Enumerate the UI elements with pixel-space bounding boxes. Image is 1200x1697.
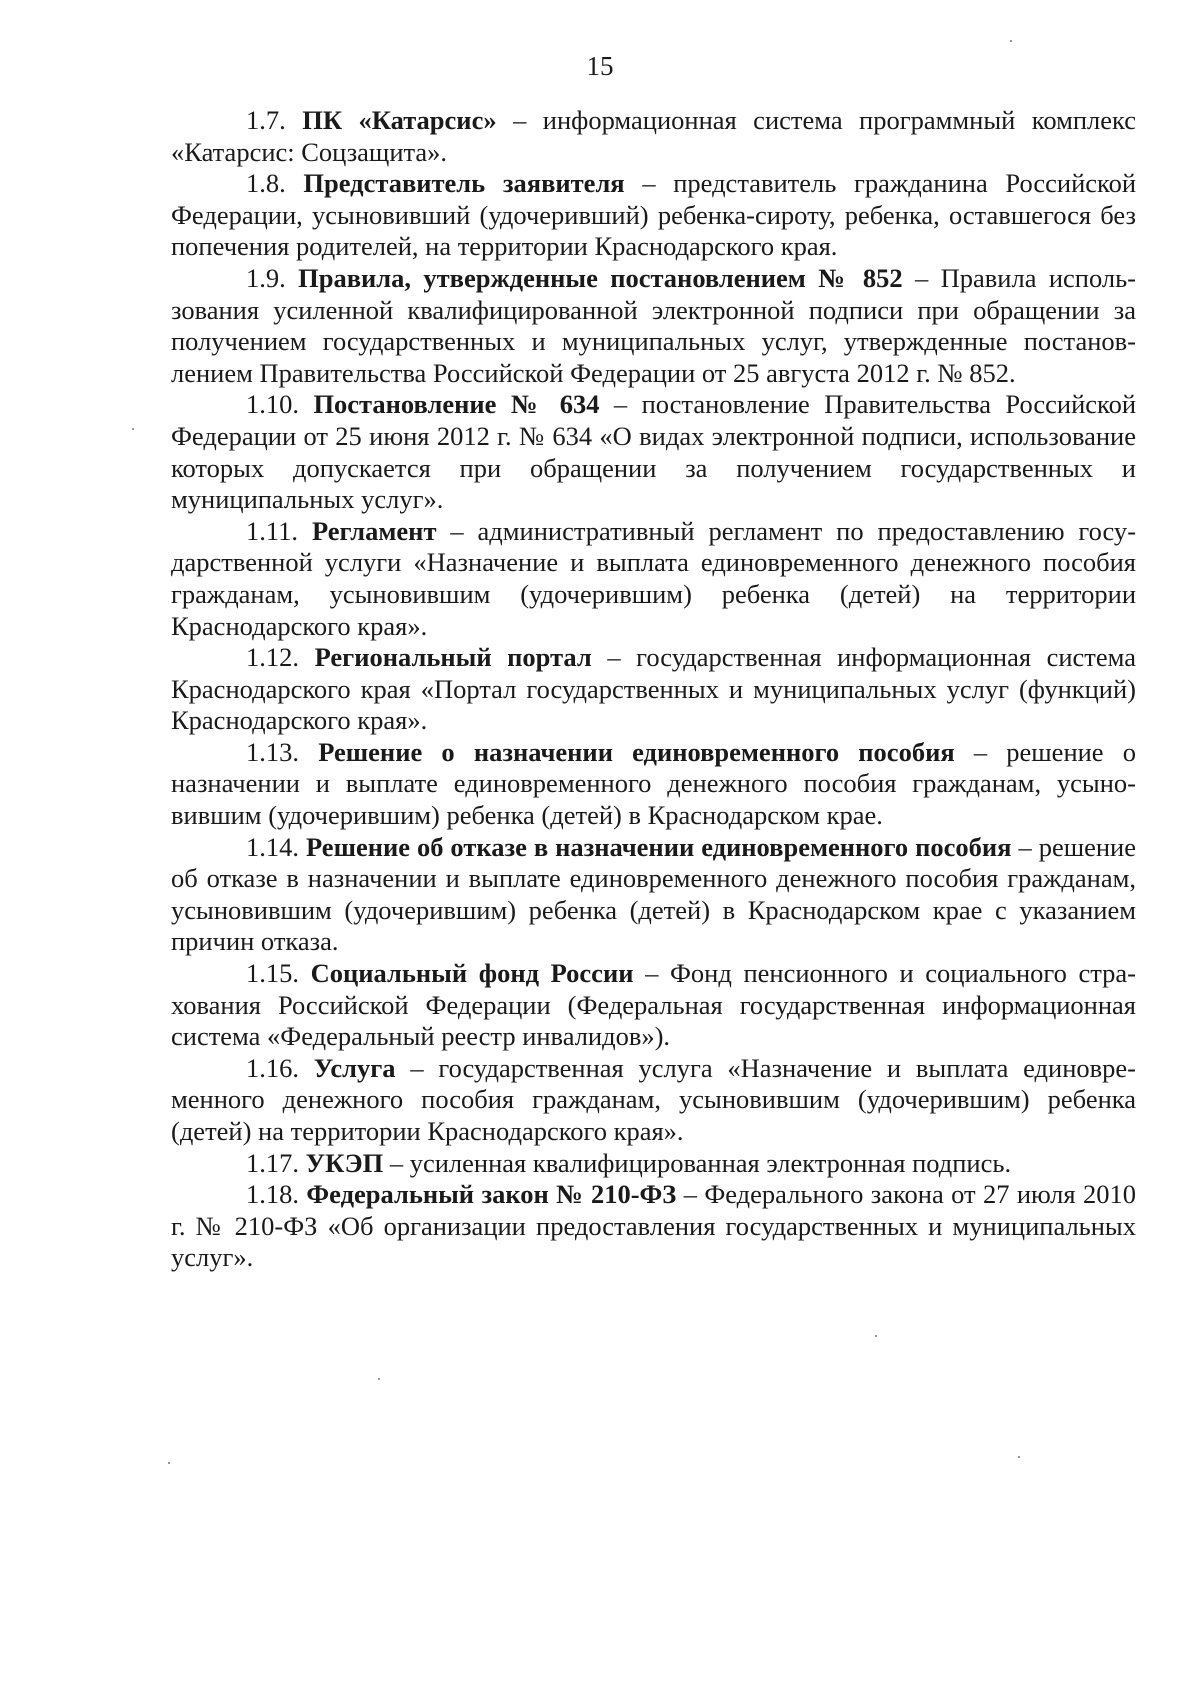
definition-text: – информационная система программный комплекс «Катарсис: Соцзащита». [171,105,1136,167]
definition-item [171,1148,1136,1180]
definition-term: Решение о назначении единовременного пособия [318,736,955,767]
definition-item [171,263,1136,389]
definition-number: 1.13. [246,736,299,767]
definition-number: 1.12. [246,642,299,673]
definition-item [171,1053,1136,1148]
scan-speck [875,1335,877,1337]
definition-item [171,516,1136,642]
definition-item [171,105,1136,168]
definition-item [171,168,1136,263]
definition-item [171,1179,1136,1274]
scan-speck [132,428,134,430]
scan-speck [378,1378,380,1380]
definition-number: 1.10. [246,389,299,420]
definition-term: Социальный фонд России [310,958,634,989]
definition-item [171,389,1136,515]
definition-term: Постановление № 634 [313,389,600,420]
definition-term: Федеральный закон № 210-ФЗ [306,1179,677,1210]
definition-number: 1.15. [246,958,299,989]
definition-number: 1.11. [246,515,299,546]
definition-text: – Правила использования усиленной квалифицированной электронной подписи при обращении за получением государственных и муниципальных услуг, утвержденные постановлением Правительства Российской Федерации от 25 августа 2012 г. № 852. [171,262,1136,388]
definition-text: – государственная информационная система Краснодарского края «Портал государственных и муниципальных услуг (функций) Краснодарского края». [171,642,1136,736]
definition-term: Решение об отказе в назначении единовременного пособия [305,831,1012,862]
definition-text: – административный регламент по предоставлению государственной услуги «Назначение и выплата единовременного денежного пособия гражданам, усыновившим (удочерившим) ребенка (детей) на территории Краснодарского края». [171,515,1137,641]
definition-text: – решение о назначении и выплате единовременного денежного пособия гражданам, усыновившим (удочерившим) ребенка (детей) в Краснодарском крае. [171,736,1136,831]
definition-item [171,642,1136,737]
definition-term: Региональный портал [314,642,592,673]
scan-speck [1010,40,1012,42]
definition-text: – постановление Правительства Российской Федерации от 25 июня 2012 г. № 634 «О видах электронной подписи, использование которых допускается при обращении за получением государственных и муниципальных услуг». [171,389,1137,515]
definition-number: 1.17. [246,1147,299,1178]
definition-number: 1.7. [246,105,286,135]
definition-term: ПК «Катарсис» [302,105,497,135]
scan-speck [1018,1456,1020,1458]
definitions-list [171,105,1136,1274]
definition-text: – государственная услуга «Назначение и выплата единовременного денежного пособия гражданам, усыновившим (удочерившим) ребенка (детей) на территории Краснодарского края». [171,1052,1136,1146]
definition-item [171,737,1136,832]
definition-item [171,832,1136,958]
definition-number: 1.9. [246,262,286,293]
definition-text: – представитель гражданина Российской Федерации, усыновивший (удочеривший) ребенка-сироту, ребенка, оставшегося без попечения родителей, на территории Краснодарского края. [171,168,1137,262]
definition-text: – Фонд пенсионного и социального страхования Российской Федерации (Федеральная государственная информационная система «Федеральный реестр инвалидов»). [171,958,1136,1052]
definition-text: – решение об отказе в назначении и выплате единовременного денежного пособия гражданам, усыновившим (удочерившим) ребенка (детей) в Краснодарском крае с указанием причин отказа. [171,831,1137,957]
definition-term: Регламент [311,515,437,546]
definition-number: 1.8. [246,168,286,199]
definition-term: Представитель заявителя [303,168,625,199]
definition-text: – усиленная квалифицированная электронная подпись. [383,1147,1012,1178]
scan-speck [168,1462,170,1464]
definition-term: УКЭП [305,1147,384,1178]
definition-term: Услуга [313,1052,396,1083]
definition-number: 1.16. [246,1052,299,1083]
definition-number: 1.14. [246,831,299,862]
definition-item [171,958,1136,1053]
page-number: 15 [586,51,614,81]
definition-text: – Федерального закона от 27 июля 2010 г. № 210-ФЗ «Об организации предоставления государственных и муниципальных услуг». [171,1179,1136,1273]
definition-term: Правила, утвержденные постановлением № 852 [298,262,903,293]
definition-number: 1.18. [246,1179,299,1210]
